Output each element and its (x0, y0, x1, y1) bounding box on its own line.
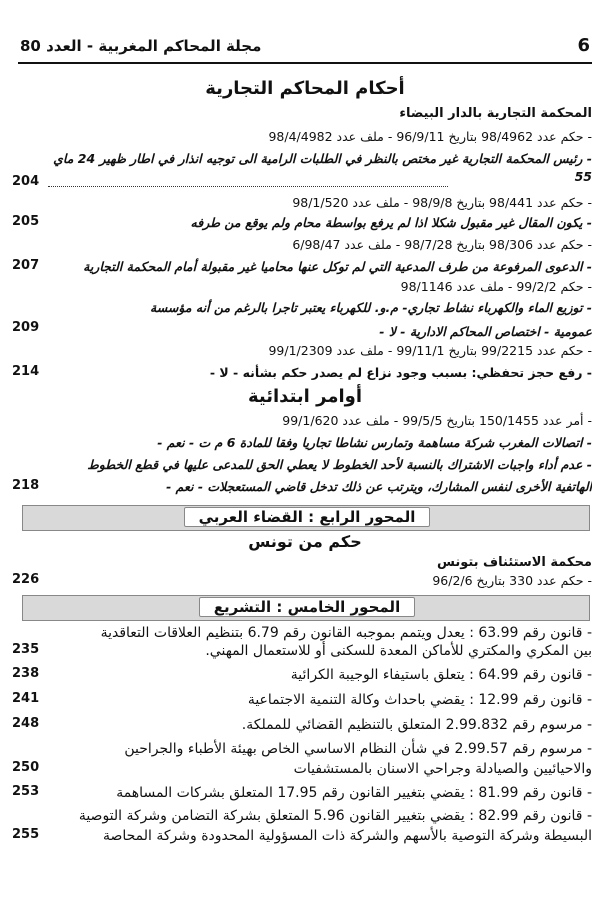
law-2-page: 238 (12, 666, 40, 681)
judgment-desc-5: - رفع حجز تحفظي: بسبب وجود نزاع لم يصدر حكم بشأنه - لا - (209, 365, 592, 380)
law-5-line-1: - مرسوم رقم 2.99.57 في شأن النظام الاساسي الخاص بهيئة الأطباء والجراحين (124, 741, 592, 757)
commercial-section-title: أحكام المحاكم التجارية (205, 78, 405, 99)
judgment-ref-5: - حكم عدد 99/2215 بتاريخ 99/11/1 - ملف عدد 99/1/2309 (268, 343, 592, 358)
axis4-band (22, 505, 590, 531)
law-7-line-2: البسيطة وشركة التوصية بالأسهم والشركة ذات المسؤولية المحدودة وشركة المحاصة (102, 828, 592, 844)
dot-leader (48, 186, 448, 187)
judgment-desc-1: - رئيس المحكمة التجارية غير مختص بالنظر في الطلبات الرامية الى توجيه انذار في اطار ظهير 24 ماي 55 (53, 151, 592, 184)
law-6-page: 253 (12, 784, 40, 799)
law-7-page: 255 (12, 827, 40, 842)
order-ref: - أمر عدد 150/1455 بتاريخ 99/5/5 - ملف عدد 99/1/620 (282, 413, 592, 428)
law-5-line-2: والاحيائيين والصيادلة وجراحي الاسنان بالمستشفيات (293, 761, 592, 777)
axis5-title-wrap (23, 598, 591, 616)
order-line-3: الهاتفية الأخرى لنفس المشارك، ويترتب عن ذلك تدخل قاضي المستعجلات - نعم - (166, 479, 592, 494)
axis4-title: المحور الرابع : القضاء العربي (184, 507, 431, 527)
law-7-line-1: - قانون رقم 82.99 : يقضي بتغيير القانون 5.96 المتعلق بشركة التضامن وشركة التوصية (78, 808, 592, 824)
axis4-subtitle: حكم من تونس (248, 532, 362, 551)
axis5-title: المحور الخامس : التشريع (199, 597, 415, 617)
order-line-1: - اتصالات المغرب شركة مساهمة وتمارس نشاطا تجاريا وفقا للمادة 6 م ت - نعم - (157, 435, 592, 450)
order-page-ref: 218 (12, 478, 40, 493)
axis5-band (22, 595, 590, 621)
page-ref-2: 205 (12, 214, 40, 229)
law-3-page: 241 (12, 691, 40, 706)
page-ref-5: 214 (12, 364, 40, 379)
tunis-judgment-ref: - حكم عدد 330 بتاريخ 96/2/6 (432, 573, 592, 588)
journal-title: مجلة المحاكم المغربية - العدد 80 (20, 37, 262, 55)
judgment-ref-3: - حكم عدد 98/306 بتاريخ 98/7/28 - ملف عدد 6/98/47 (292, 237, 592, 252)
judgment-ref-1: - حكم عدد 98/4962 بتاريخ 96/9/11 - ملف عدد 98/4/4982 (268, 129, 592, 144)
law-3-line-1: - قانون رقم 12.99 : يقضي باحداث وكالة التنمية الاجتماعية (247, 692, 592, 708)
law-4-line-1: - مرسوم رقم 2.99.832 المتعلق بالتنظيم القضائي للمملكة. (241, 717, 592, 733)
judgment-desc-3: - الدعوى المرفوعة من طرف المدعية التي لم توكل عنها محاميا غير مقبولة أمام المحكمة التجارية (83, 259, 592, 274)
page-ref-3: 207 (12, 258, 40, 273)
judgment-desc-4: - توزيع الماء والكهرباء نشاط تجاري- م.و. للكهرباء يعتبر تاجرا بالرغم من أنه مؤسسة عمومية - اختصاص المحاكم الادارية - لا - (150, 300, 592, 339)
judgment-ref-4: - حكم 99/2/2 - ملف عدد 98/1146 (400, 279, 592, 294)
page-number: 6 (577, 35, 590, 56)
axis4-title-wrap (23, 508, 591, 526)
order-line-2: - عدم أداء واجبات الاشتراك بالنسبة لأحد الخطوط لا يعطي الحق للمدعى عليها في قطع الخطوط (87, 457, 592, 472)
law-6-line-1: - قانون رقم 81.99 : يقضي بتغيير القانون رقم 17.95 المتعلق بشركات المساهمة (116, 785, 592, 801)
judgment-desc-2: - يكون المقال غير مقبول شكلا اذا لم يرفع بواسطة محام ولم يوقع من طرفه (190, 215, 592, 230)
law-1-line-1: - قانون رقم 63.99 : يعدل ويتمم بموجبه القانون رقم 6.79 بتنظيم العلاقات التعاقدية (100, 625, 592, 641)
page-ref-4: 209 (12, 320, 40, 335)
law-5-page: 250 (12, 760, 40, 775)
law-2-line-1: - قانون رقم 64.99 : يتعلق باستيفاء الوجيبة الكرائية (290, 667, 592, 683)
law-4-page: 248 (12, 716, 40, 731)
appeal-court-name: محكمة الاستئناف بتونس (436, 555, 592, 570)
tunis-page-ref: 226 (12, 572, 40, 587)
commercial-court-name: المحكمة التجارية بالدار البيضاء (399, 106, 592, 121)
judgment-ref-2: - حكم عدد 98/441 بتاريخ 98/9/8 - ملف عدد 98/1/520 (292, 195, 592, 210)
orders-section-title: أوامر ابتدائية (247, 386, 362, 407)
law-1-line-2: بين المكري والمكتري للأماكن المعدة للسكنى أو للاستعمال المهني. (205, 643, 592, 659)
header-rule (18, 62, 592, 64)
law-1-page: 235 (12, 642, 40, 657)
page-ref-1: 204 (12, 174, 40, 189)
